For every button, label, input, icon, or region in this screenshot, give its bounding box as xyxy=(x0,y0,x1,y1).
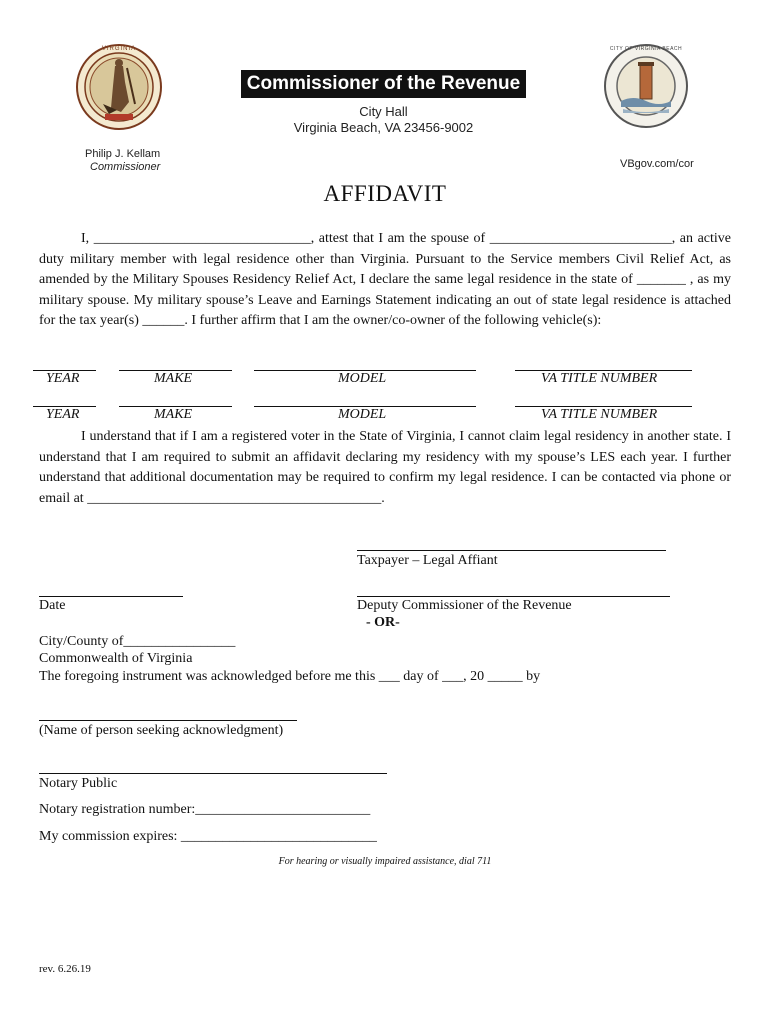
taxpayer-signature-line[interactable] xyxy=(357,550,666,551)
website: VBgov.com/cor xyxy=(620,158,694,170)
date-line[interactable] xyxy=(39,596,183,597)
year-label-2: YEAR xyxy=(46,407,80,422)
left-seal-label: VIRGINIA xyxy=(101,46,137,52)
assistance-note: For hearing or visually impaired assistance, dial 711 xyxy=(278,856,492,867)
title-number-label-2: VA TITLE NUMBER xyxy=(541,407,658,422)
deputy-label: Deputy Commissioner of the Revenue xyxy=(357,598,572,613)
or-label: - OR- xyxy=(366,615,400,630)
right-seal-label: CITY OF VIRGINIA BEACH xyxy=(609,46,683,52)
title-number-label-1: VA TITLE NUMBER xyxy=(541,371,658,386)
notary-public-label: Notary Public xyxy=(39,776,118,791)
affidavit-paragraph-1 xyxy=(39,229,731,332)
notary-signature-line[interactable] xyxy=(39,773,387,774)
commission-expires-field[interactable]: My commission expires: ____________________________ xyxy=(39,829,377,844)
model-label-1: MODEL xyxy=(338,371,387,386)
revision-label: rev. 6.26.19 xyxy=(39,963,91,975)
virginia-seal-icon xyxy=(75,42,163,132)
taxpayer-label: Taxpayer – Legal Affiant xyxy=(357,553,498,568)
acknowledgment-text: The foregoing instrument was acknowledged before me this ___ day of ___, 20 _____ by xyxy=(39,669,541,684)
person-name-line[interactable] xyxy=(39,720,297,721)
commissioner-name: Philip J. Kellam xyxy=(85,148,161,160)
commonwealth-label: Commonwealth of Virginia xyxy=(39,651,193,666)
paragraph-2-text: I understand that if I am a registered voter in the State of Virginia, I cannot claim legal residency in another state. I understand that I am required to submit an affidavit declaring my residency with my spouse’s LES each year. I further understand that additional documentation may be required to confirm my legal residence. I can be contacted via phone or email at __________________________________________. xyxy=(39,429,731,506)
address-line-2: Virginia Beach, VA 23456-9002 xyxy=(293,120,474,135)
city-county-field[interactable]: City/County of________________ xyxy=(39,634,236,649)
model-label-2: MODEL xyxy=(338,407,387,422)
date-label: Date xyxy=(39,598,66,613)
address-line-1: City Hall xyxy=(359,104,408,119)
paragraph-1-text: I, _______________________________, attest that I am the spouse of __________________________, an active duty military member with legal residence other than Virginia. Pursuant to the Service members Civil Relief Act, as amended by the Military Spouses Residency Relief Act, I declare the same legal residence in the state of _______ , as my military spouse. My military spouse’s Leave and Earnings Statement indicating an out of state legal residence is attached for the tax year(s) ______. I further affirm that I am the owner/co-owner of the following vehicle(s): xyxy=(39,231,731,329)
office-banner: Commissioner of the Revenue xyxy=(241,70,526,98)
make-label-1: MAKE xyxy=(154,371,193,386)
document-title: AFFIDAVIT xyxy=(323,181,447,206)
affidavit-paragraph-2 xyxy=(39,427,731,509)
make-label-2: MAKE xyxy=(154,407,193,422)
commissioner-title: Commissioner xyxy=(90,161,161,173)
city-seal-icon xyxy=(603,43,689,129)
notary-registration-field[interactable]: Notary registration number:_________________________ xyxy=(39,802,371,817)
deputy-signature-line[interactable] xyxy=(357,596,670,597)
year-label-1: YEAR xyxy=(46,371,80,386)
person-name-label: (Name of person seeking acknowledgment) xyxy=(39,723,284,738)
